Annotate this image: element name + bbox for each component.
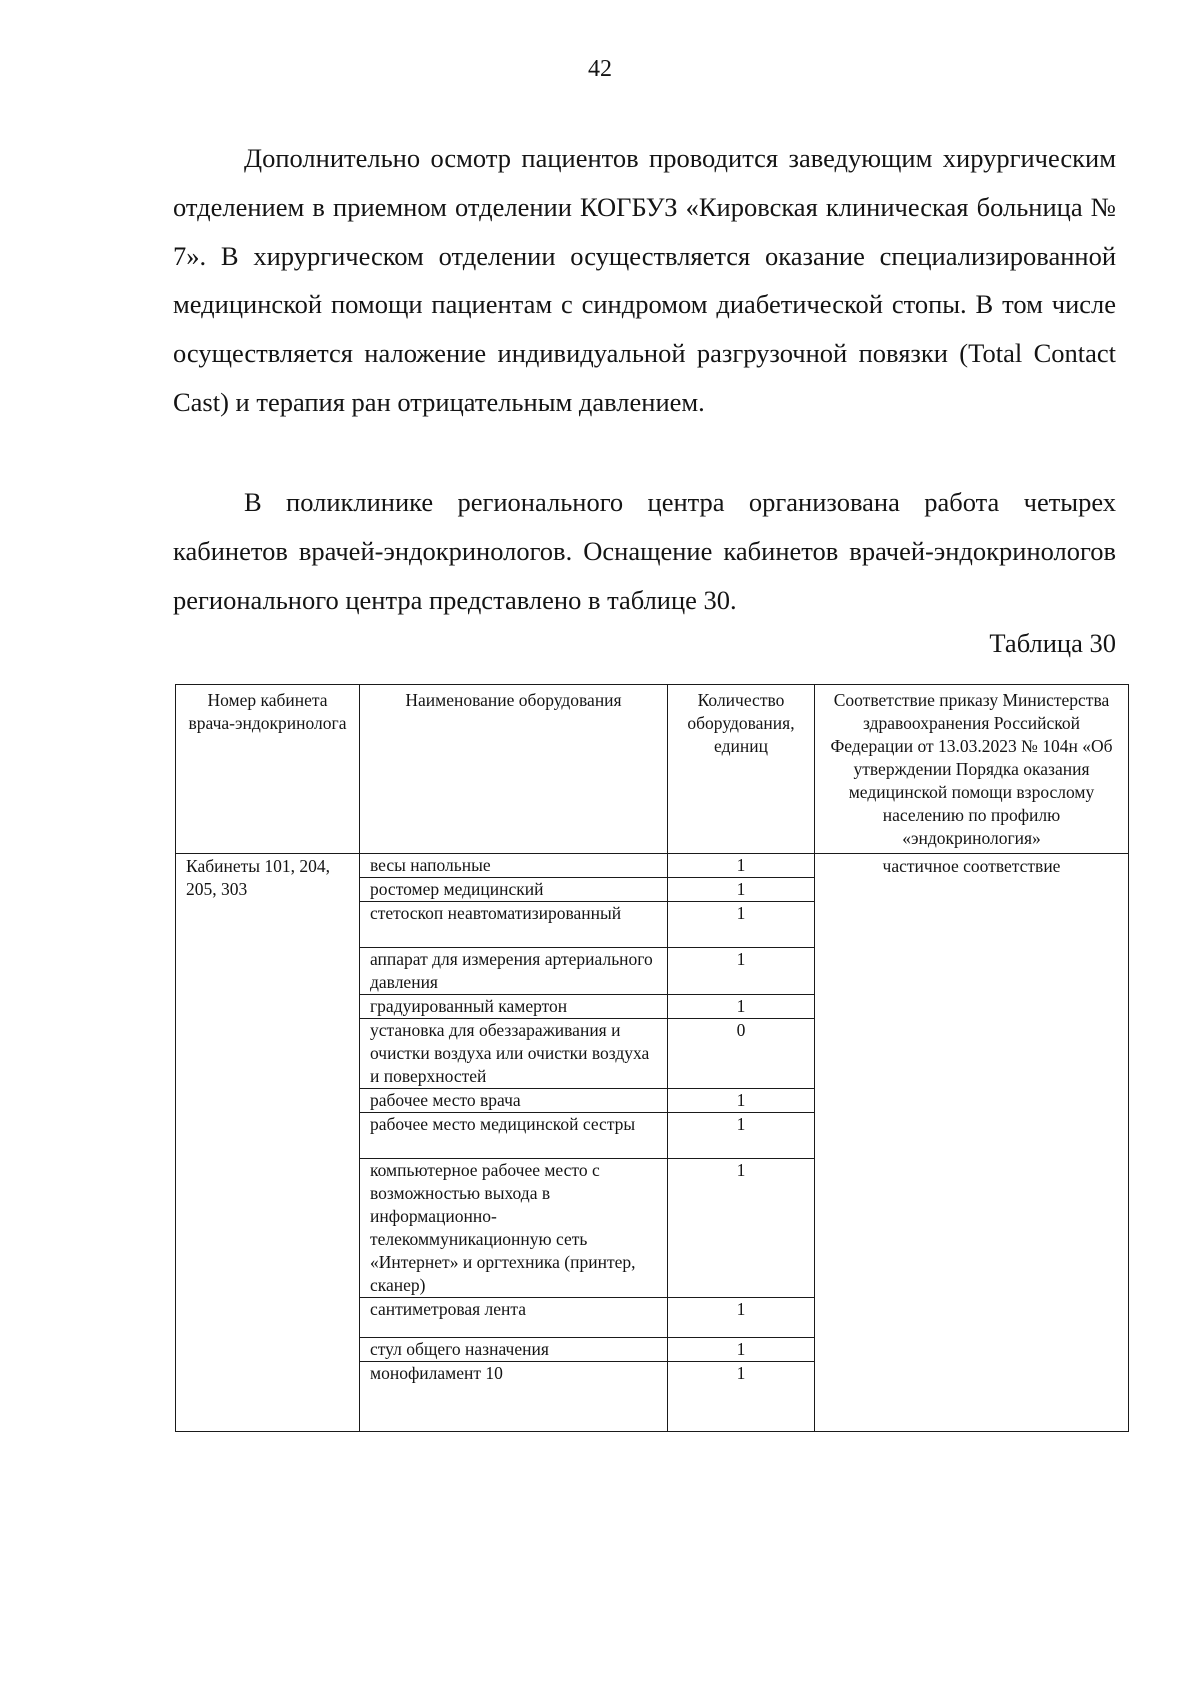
equipment-qty-cell: 1 bbox=[668, 995, 815, 1019]
equipment-name-cell: стул общего назначения bbox=[360, 1338, 668, 1362]
equipment-table bbox=[175, 684, 1129, 1432]
equipment-qty-cell: 0 bbox=[668, 1019, 815, 1089]
table-row bbox=[176, 854, 1129, 878]
equipment-name-cell: монофиламент 10 bbox=[360, 1362, 668, 1432]
equipment-qty-cell: 1 bbox=[668, 1089, 815, 1113]
table-header-row bbox=[176, 685, 1129, 854]
equipment-name-cell: весы напольные bbox=[360, 854, 668, 878]
equipment-name-cell: стетоскоп неавтоматизированный bbox=[360, 902, 668, 948]
equipment-qty-cell: 1 bbox=[668, 1159, 815, 1298]
compliance-cell: частичное соответствие bbox=[815, 854, 1129, 1432]
paragraph-text: В поликлинике регионального центра организована работа четырех кабинетов врачей-эндокринологов. Оснащение кабинетов врачей-эндокринологов регионального центра представлено в таблице 30. bbox=[173, 487, 1116, 615]
equipment-name-cell: ростомер медицинский bbox=[360, 878, 668, 902]
equipment-qty-cell: 1 bbox=[668, 948, 815, 995]
header-compliance: Соответствие приказу Министерства здравоохранения Российской Федерации от 13.03.2023 № 104н «Об утверждении Порядка оказания медицинской помощи взрослому населению по профилю «эндокринология» bbox=[815, 685, 1129, 854]
page-number: 42 bbox=[588, 56, 612, 82]
equipment-qty-cell: 1 bbox=[668, 1298, 815, 1338]
equipment-qty-cell: 1 bbox=[668, 1362, 815, 1432]
equipment-name-cell: компьютерное рабочее место с возможностью выхода в информационно-телекоммуникационную сеть «Интернет» и оргтехника (принтер, сканер) bbox=[360, 1159, 668, 1298]
header-room-number: Номер кабинета врача-эндокринолога bbox=[176, 685, 360, 854]
equipment-name-cell: установка для обеззараживания и очистки воздуха или очистки воздуха и поверхностей bbox=[360, 1019, 668, 1089]
room-numbers-cell: Кабинеты 101, 204, 205, 303 bbox=[176, 854, 360, 1432]
paragraph-text: Дополнительно осмотр пациентов проводится заведующим хирургическим отделением в приемном отделении КОГБУЗ «Кировская клиническая больница № 7». В хирургическом отделении осуществляется оказание специализированной медицинской помощи пациентам с синдромом диабетической стопы. В том числе осуществляется наложение индивидуальной разгрузочной повязки (Total Contact Cast) и терапия ран отрицательным давлением. bbox=[173, 143, 1116, 417]
equipment-name-cell: рабочее место медицинской сестры bbox=[360, 1113, 668, 1159]
equipment-qty-cell: 1 bbox=[668, 1113, 815, 1159]
equipment-name-cell: градуированный камертон bbox=[360, 995, 668, 1019]
equipment-qty-cell: 1 bbox=[668, 878, 815, 902]
equipment-name-cell: рабочее место врача bbox=[360, 1089, 668, 1113]
paragraph-surgical-department bbox=[173, 134, 1116, 427]
header-quantity: Количество оборудования, единиц bbox=[668, 685, 815, 854]
table-caption: Таблица 30 bbox=[989, 628, 1116, 658]
equipment-qty-cell: 1 bbox=[668, 854, 815, 878]
equipment-name-cell: аппарат для измерения артериального давления bbox=[360, 948, 668, 995]
header-equipment-name: Наименование оборудования bbox=[360, 685, 668, 854]
equipment-qty-cell: 1 bbox=[668, 1338, 815, 1362]
paragraph-endocrinology-offices bbox=[173, 478, 1116, 624]
equipment-name-cell: сантиметровая лента bbox=[360, 1298, 668, 1338]
equipment-qty-cell: 1 bbox=[668, 902, 815, 948]
